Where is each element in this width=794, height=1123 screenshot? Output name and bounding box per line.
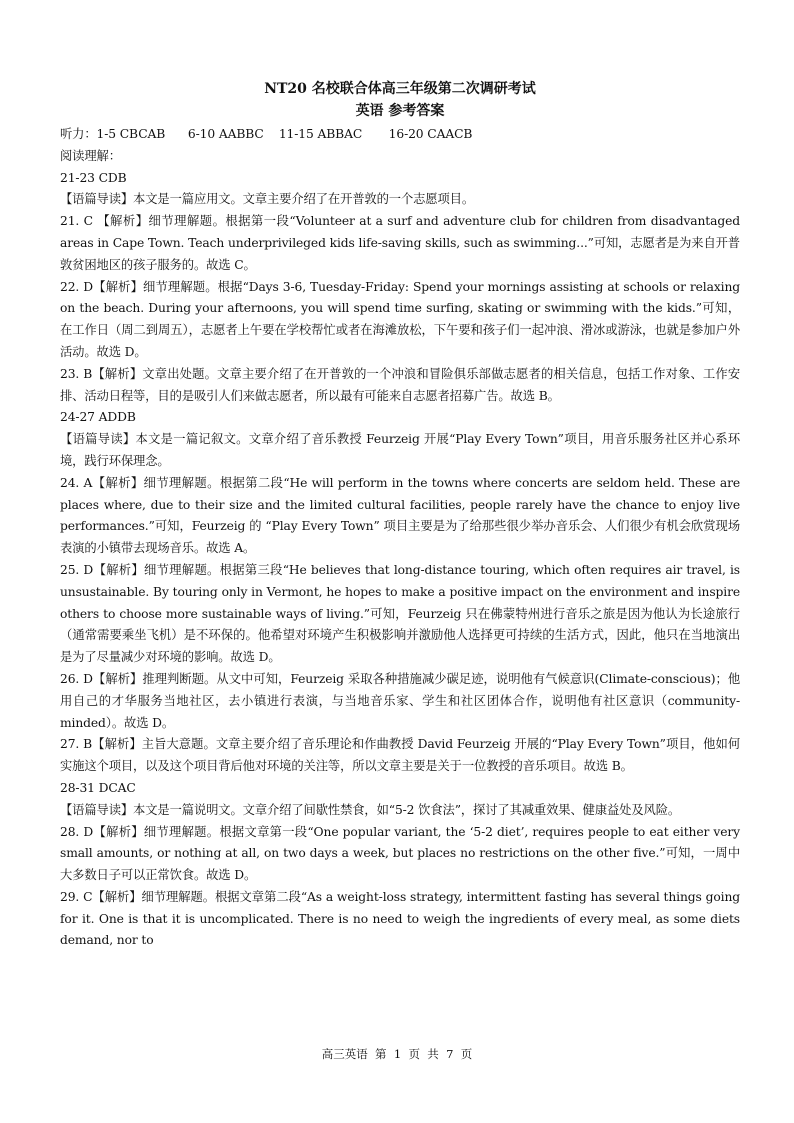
passage-a-key: 21-23 CDB bbox=[60, 170, 127, 185]
passage-c-key: 28-31 DCAC bbox=[60, 780, 136, 795]
answer-25: 25. D【解析】细节理解题。根据第三段“He believes that long-distance touring, which often requires air travel, is unsustainable. By touring only in Vermont, he hopes to make a positive impact on the environment and inspire others to choose more sustainable ways of living.”可知，Feurzeig 只在佛蒙特州进行音乐之旅是因为他认为长途旅行（通常需要乘坐飞机）是不环保的。他希望对环境产生积极影响并激励他人选择更可持续的生活方式，因此，他只在当地演出是为了尽量减少对环境的影响。故选 D。 bbox=[60, 562, 740, 665]
passage-b-key: 24-27 ADDB bbox=[60, 410, 136, 425]
passage-a-intro: 【语篇导读】本文是一篇应用文。文章主要介绍了在开普敦的一个志愿项目。 bbox=[60, 192, 475, 207]
page-title: NT20 名校联合体高三年级第二次调研考试 bbox=[264, 81, 536, 97]
page-footer: 高三英语 第 1 页 共 7 页 bbox=[321, 1047, 473, 1061]
answer-29: 29. C【解析】细节理解题。根据文章第二段“As a weight-loss strategy, intermittent fasting has several things going for it. One is that it is uncomplicated. There is no need to weigh the ingredients of every meal, as some diets demand, nor to bbox=[60, 889, 740, 948]
answer-26: 26. D【解析】推理判断题。从文中可知，Feurzeig 采取各种措施减少碳足迹，说明他有气候意识(Climate-conscious)；他用自己的才华服务当地社区，去小镇进行表演，与当地音乐家、学生和社区团体合作，说明他有社区意识（community-minded）。故选 D。 bbox=[60, 671, 740, 730]
answer-23: 23. B【解析】文章出处题。文章主要介绍了在开普敦的一个冲浪和冒险俱乐部做志愿者的相关信息，包括工作对象、工作安排、活动日程等，目的是吸引人们来做志愿者，所以最有可能来自志愿者招募广告。故选 B。 bbox=[60, 366, 740, 403]
answer-22: 22. D【解析】细节理解题。根据“Days 3-6, Tuesday-Friday: Spend your mornings assisting at schools or relaxing on the beach. During your afternoons, you will spend time surfing, skating or swimming with the kids.”可知，在工作日（周二到周五），志愿者上午要在学校帮忙或者在海滩放松，下午要和孩子们一起冲浪、滑冰或游泳，也就是参加户外活动。故选 D。 bbox=[60, 279, 740, 359]
listening-answers: 听力：1-5 CBCAB 6-10 AABBC 11-15 ABBAC 16-20 CAACB bbox=[60, 127, 473, 141]
answer-key-page bbox=[60, 78, 740, 952]
answer-21: 21. C 【解析】细节理解题。根据第一段“Volunteer at a surf and adventure club for children from disadvantaged areas in Cape Town. Teach underprivileged kids life-saving skills, such as swimming...”可知，志愿者是为来自开普敦贫困地区的孩子服务的。故选 C。 bbox=[60, 214, 740, 272]
passage-b-intro: 【语篇导读】本文是一篇记叙文。文章介绍了音乐教授 Feurzeig 开展“Play Every Town”项目，用音乐服务社区并心系环境，践行环保理念。 bbox=[60, 432, 740, 468]
answer-28: 28. D【解析】细节理解题。根据文章第一段“One popular variant, the ‘5-2 diet’, requires people to eat either very small amounts, or nothing at all, on two days a week, but places no restrictions on the other five.”可知，一周中大多数日子可以正常饮食。故选 D。 bbox=[60, 824, 740, 883]
answer-24: 24. A【解析】细节理解题。根据第二段“He will perform in the towns where concerts are seldom held. These are places where, due to their size and the limited cultural facilities, people rarely have the chance to enjoy live performances.”可知，Feurzeig 的 “Play Every Town” 项目主要是为了给那些很少举办音乐会、人们很少有机会欣赏现场表演的小镇带去现场音乐。故选 A。 bbox=[60, 475, 740, 556]
answer-27: 27. B【解析】主旨大意题。文章主要介绍了音乐理论和作曲教授 David Feurzeig 开展的“Play Every Town”项目，他如何实施这个项目，以及这个项目背后他对环境的关注等，所以文章主要是关于一位教授的音乐项目。故选 B。 bbox=[60, 737, 740, 774]
passage-c-intro: 【语篇导读】本文是一篇说明文。文章介绍了间歇性禁食，如“5-2 饮食法”，探讨了其减重效果、健康益处及风险。 bbox=[60, 802, 681, 817]
page-subtitle: 英语 参考答案 bbox=[355, 103, 445, 119]
reading-label: 阅读理解： bbox=[60, 148, 121, 163]
